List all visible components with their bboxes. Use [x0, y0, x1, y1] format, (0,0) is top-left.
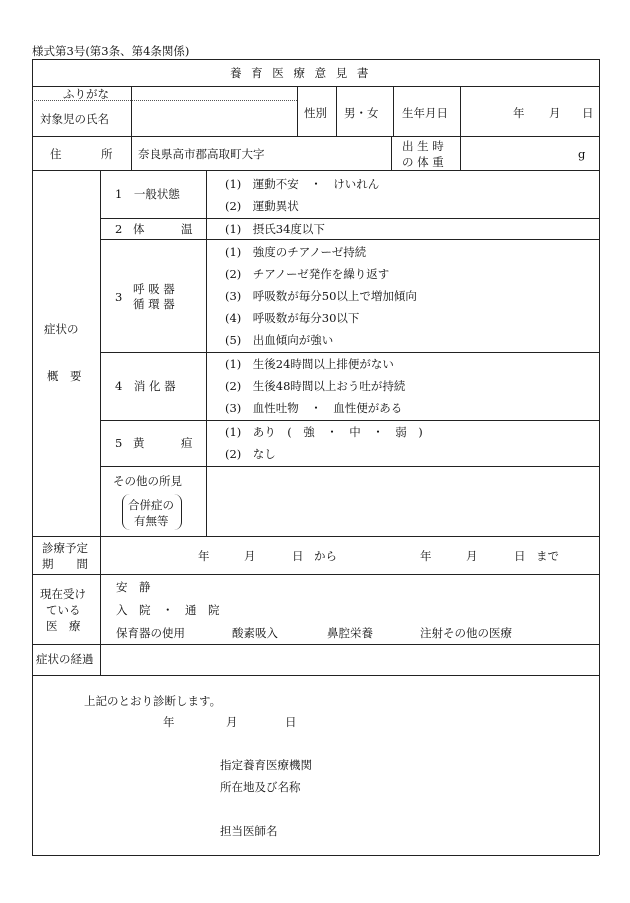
period-to-year: 年	[420, 549, 432, 563]
period-from-text: から	[314, 549, 337, 563]
temperature-label-b: 温	[181, 222, 193, 236]
respiratory-item: (2) チアノーゼ発作を繰り返す	[225, 267, 390, 281]
period-to-text: まで	[536, 549, 559, 563]
digestive-item: (1) 生後24時間以上排便がない	[225, 357, 394, 371]
sex-value: 男・女	[344, 106, 379, 120]
complications-label-2: 有無等	[134, 514, 169, 528]
injection-option: 注射その他の医療	[420, 626, 512, 640]
jaundice-num: 5	[115, 436, 123, 450]
digestive-item: (3) 血性吐物 ・ 血性便がある	[225, 401, 403, 415]
birth-weight-label-1: 出 生 時	[402, 139, 444, 153]
respiratory-item: (1) 強度のチアノーゼ持続	[225, 245, 367, 259]
current-label-1: 現在受け	[40, 587, 86, 601]
period-from-day: 日	[292, 549, 304, 563]
general-item: (2) 運動異状	[225, 199, 299, 213]
form-title: 養 育 医 療 意 見 書	[230, 66, 372, 80]
doctor-label: 担当医師名	[220, 824, 278, 838]
sex-label: 性別	[304, 106, 327, 120]
rest-option: 安 静	[116, 580, 151, 594]
nasal-feeding-option: 鼻腔栄養	[327, 626, 373, 640]
jaundice-label-b: 疸	[181, 436, 193, 450]
temperature-item: (1) 摂氏34度以下	[225, 222, 325, 236]
jaundice-label-a: 黄	[133, 436, 145, 450]
address-value: 奈良県高市郡高取町大字	[138, 147, 265, 161]
form-number: 様式第3号(第3条、第4条関係)	[32, 44, 190, 58]
birth-date-label: 生年月日	[402, 106, 448, 120]
address-label-1: 住	[50, 147, 62, 161]
general-item: (1) 運動不安 ・ けいれん	[225, 177, 380, 191]
period-to-month: 月	[466, 549, 478, 563]
diagnosis-year: 年	[163, 715, 175, 729]
jaundice-item: (2) なし	[225, 447, 276, 461]
birth-day: 日	[582, 106, 594, 120]
general-label: 1 一般状態	[115, 187, 180, 201]
symptoms-label-1: 症状の	[44, 322, 79, 336]
birth-month: 月	[549, 106, 561, 120]
incubator-option: 保育器の使用	[116, 626, 185, 640]
other-findings-label: その他の所見	[113, 474, 182, 488]
complications-label-1: 合併症の	[128, 498, 174, 512]
birth-year: 年	[513, 106, 525, 120]
temperature-num: 2	[115, 222, 123, 236]
child-name-label: 対象児の氏名	[40, 112, 109, 126]
period-label-2: 期 間	[42, 557, 88, 571]
digestive-item: (2) 生後48時間以上おう吐が持続	[225, 379, 406, 393]
period-from-year: 年	[198, 549, 210, 563]
respiratory-item: (4) 呼吸数が毎分30以下	[225, 311, 360, 325]
current-label-2: ている	[46, 603, 81, 617]
digestive-label: 4 消 化 器	[115, 379, 176, 393]
respiratory-label-b: 循 環 器	[133, 297, 175, 311]
period-from-month: 月	[244, 549, 256, 563]
diagnosis-month: 月	[226, 715, 238, 729]
respiratory-item: (5) 出血傾向が強い	[225, 333, 334, 347]
diagnosis-day: 日	[285, 715, 297, 729]
symptoms-label-2: 概 要	[47, 369, 82, 383]
address-label-2: 所	[101, 147, 113, 161]
course-label: 症状の経過	[36, 652, 94, 666]
temperature-label-a: 体	[133, 222, 145, 236]
furigana-label: ふりがな	[63, 87, 109, 101]
period-label-1: 診療予定	[42, 541, 88, 555]
oxygen-option: 酸素吸入	[232, 626, 278, 640]
address-name-label: 所在地及び名称	[220, 780, 301, 794]
birth-weight-label-2: の 体 重	[402, 155, 444, 169]
period-to-day: 日	[514, 549, 526, 563]
diagnosis-statement: 上記のとおり診断します。	[84, 694, 222, 708]
respiratory-item: (3) 呼吸数が毎分50以上で増加傾向	[225, 289, 417, 303]
institution-label: 指定養育医療機関	[220, 758, 312, 772]
respiratory-num: 3	[115, 290, 123, 304]
admission-option: 入 院 ・ 通 院	[116, 603, 220, 617]
current-label-3: 医 療	[46, 619, 81, 633]
birth-weight-unit: g	[578, 147, 586, 161]
jaundice-item: (1) あり ( 強 ・ 中 ・ 弱 )	[225, 425, 423, 439]
respiratory-label-a: 呼 吸 器	[133, 282, 175, 296]
